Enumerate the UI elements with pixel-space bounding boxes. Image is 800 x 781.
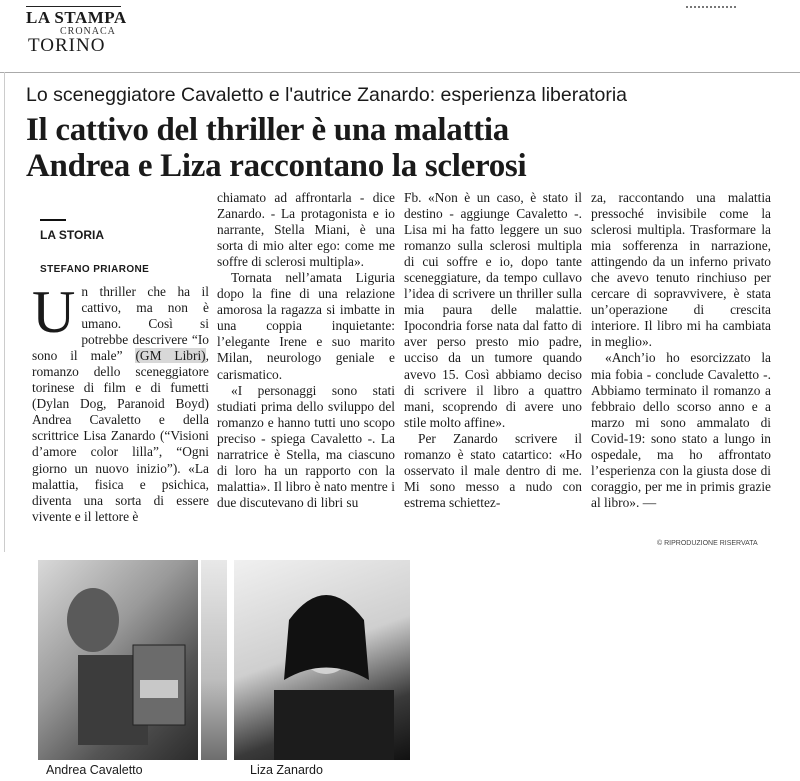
top-divider xyxy=(0,72,800,73)
masthead-section: CRONACA xyxy=(60,26,116,37)
paragraph: Tornata nell’amata Liguria dopo la fine di una relazione amorosa la ragazza si imbatte in una coppia inquietante: l’elegante Irene e suo marito Milan, neurologo geniale e carismatico. xyxy=(217,270,395,382)
byline: STEFANO PRIARONE xyxy=(40,264,150,275)
photo-placeholder-graphic xyxy=(234,560,410,760)
text-run: , romanzo dello sceneggiatore torinese di film e di fumetti (Dylan Dog, Paranoid Boyd) Andrea Cavaletto e della scrittrice Lisa Zanardo (“Visioni d’amore color lilla”, “Ogni giorno un nuovo inizio”). «La malattia, fisica e psichica, diventa una sorta di essere vivente e il lettore è xyxy=(32,348,209,524)
article-column-1 xyxy=(32,284,209,530)
masthead-city: TORINO xyxy=(28,35,106,56)
paragraph: za, raccontando una malattia pressoché invisibile come la sclerosi multipla. Trasformare la mia sofferenza in narrazione, attingendo da un inferno privato che avevo tenuto rinchiuso per cercare di sopravvivere, è stata un’operazione di crescita interiore. Il libro mi ha cambiata in meglio». xyxy=(591,190,771,350)
masthead-rule xyxy=(26,6,121,7)
section-label: LA STORIA xyxy=(40,228,105,242)
publisher-highlight: (GM Libri) xyxy=(135,348,206,364)
article-kicker: Lo sceneggiatore Cavaletto e l'autrice Zanardo: esperienza liberatoria xyxy=(26,84,627,106)
paragraph: Per Zanardo scrivere il romanzo è stato catartico: «Ho osservato il male dentro di me. Mi sono messo a nudo con estrema schiettez- xyxy=(404,430,582,510)
dropcap: U xyxy=(32,284,76,345)
article-headline xyxy=(26,112,526,184)
headline-line-1: Il cattivo del thriller è una malattia xyxy=(26,112,509,148)
paragraph: Fb. «Non è un caso, è stato il destino - aggiunge Cavaletto -. Lisa mi ha fatto leggere un suo romanzo sulla sclerosi multipla di cui soffre e io, dopo tante sceneggiature, da tempo cullavo l’idea di scrivere un thriller sulla mia paura delle malattie. Ipocondria forse nata dal fatto di aver perso presto mio padre, ucciso da un tumore quando avevo 15. Così abbiamo deciso di scrivere il libro a quattro mani, scoprendo di avere uno stile molto affine». xyxy=(404,190,582,430)
section-bar xyxy=(40,219,66,221)
masthead-name: LA STAMPA xyxy=(26,8,127,27)
photo-caption-2: Liza Zanardo xyxy=(250,763,323,777)
photo-caption-1: Andrea Cavaletto xyxy=(46,763,143,777)
headline-line-2: Andrea e Liza raccontano la sclerosi xyxy=(26,148,527,184)
article-column-2 xyxy=(217,190,395,530)
photo-andrea-cavaletto xyxy=(38,560,198,760)
photo-liza-zanardo xyxy=(234,560,410,760)
text-run: n thriller che ha il cattivo, ma non è umano. Così si potrebbe descrivere “Io sono il male” xyxy=(32,284,209,364)
paragraph: chiamato ad affrontarla - dice Zanardo. - La protagonista e io narrante, Stella Miani, è una sorta di mio alter ego: come me soffre di sclerosi multipla». xyxy=(217,190,395,270)
paragraph: «Anch’io ho esorcizzato la mia fobia - conclude Cavaletto -. Abbiamo terminato il romanzo a febbraio dello scorso anno e a marzo mi sono ammalato di Covid-19: sono stato a lungo in ospedale, ma ho affrontato l’esperienza con la giusta dose di coraggio, per me in primis grazie al libro». — xyxy=(591,350,771,510)
paragraph: «I personaggi sono stati studiati prima dello sviluppo del romanzo e hanno tutti uno scopo preciso - spiega Cavaletto -. La narratrice è Stella, ma ciascuno di loro ha un rapporto con la malattia». Il libro è nato mentre i due discutevano di libri su xyxy=(217,382,395,510)
photo-strip xyxy=(201,560,227,760)
copyright-notice: © RIPRODUZIONE RISERVATA xyxy=(657,540,758,547)
article-column-4 xyxy=(591,190,771,535)
article-column-3 xyxy=(404,190,582,530)
left-divider xyxy=(4,72,5,552)
paragraph xyxy=(32,284,209,525)
photo-placeholder-graphic xyxy=(38,560,198,760)
top-dots-decoration xyxy=(686,6,736,10)
